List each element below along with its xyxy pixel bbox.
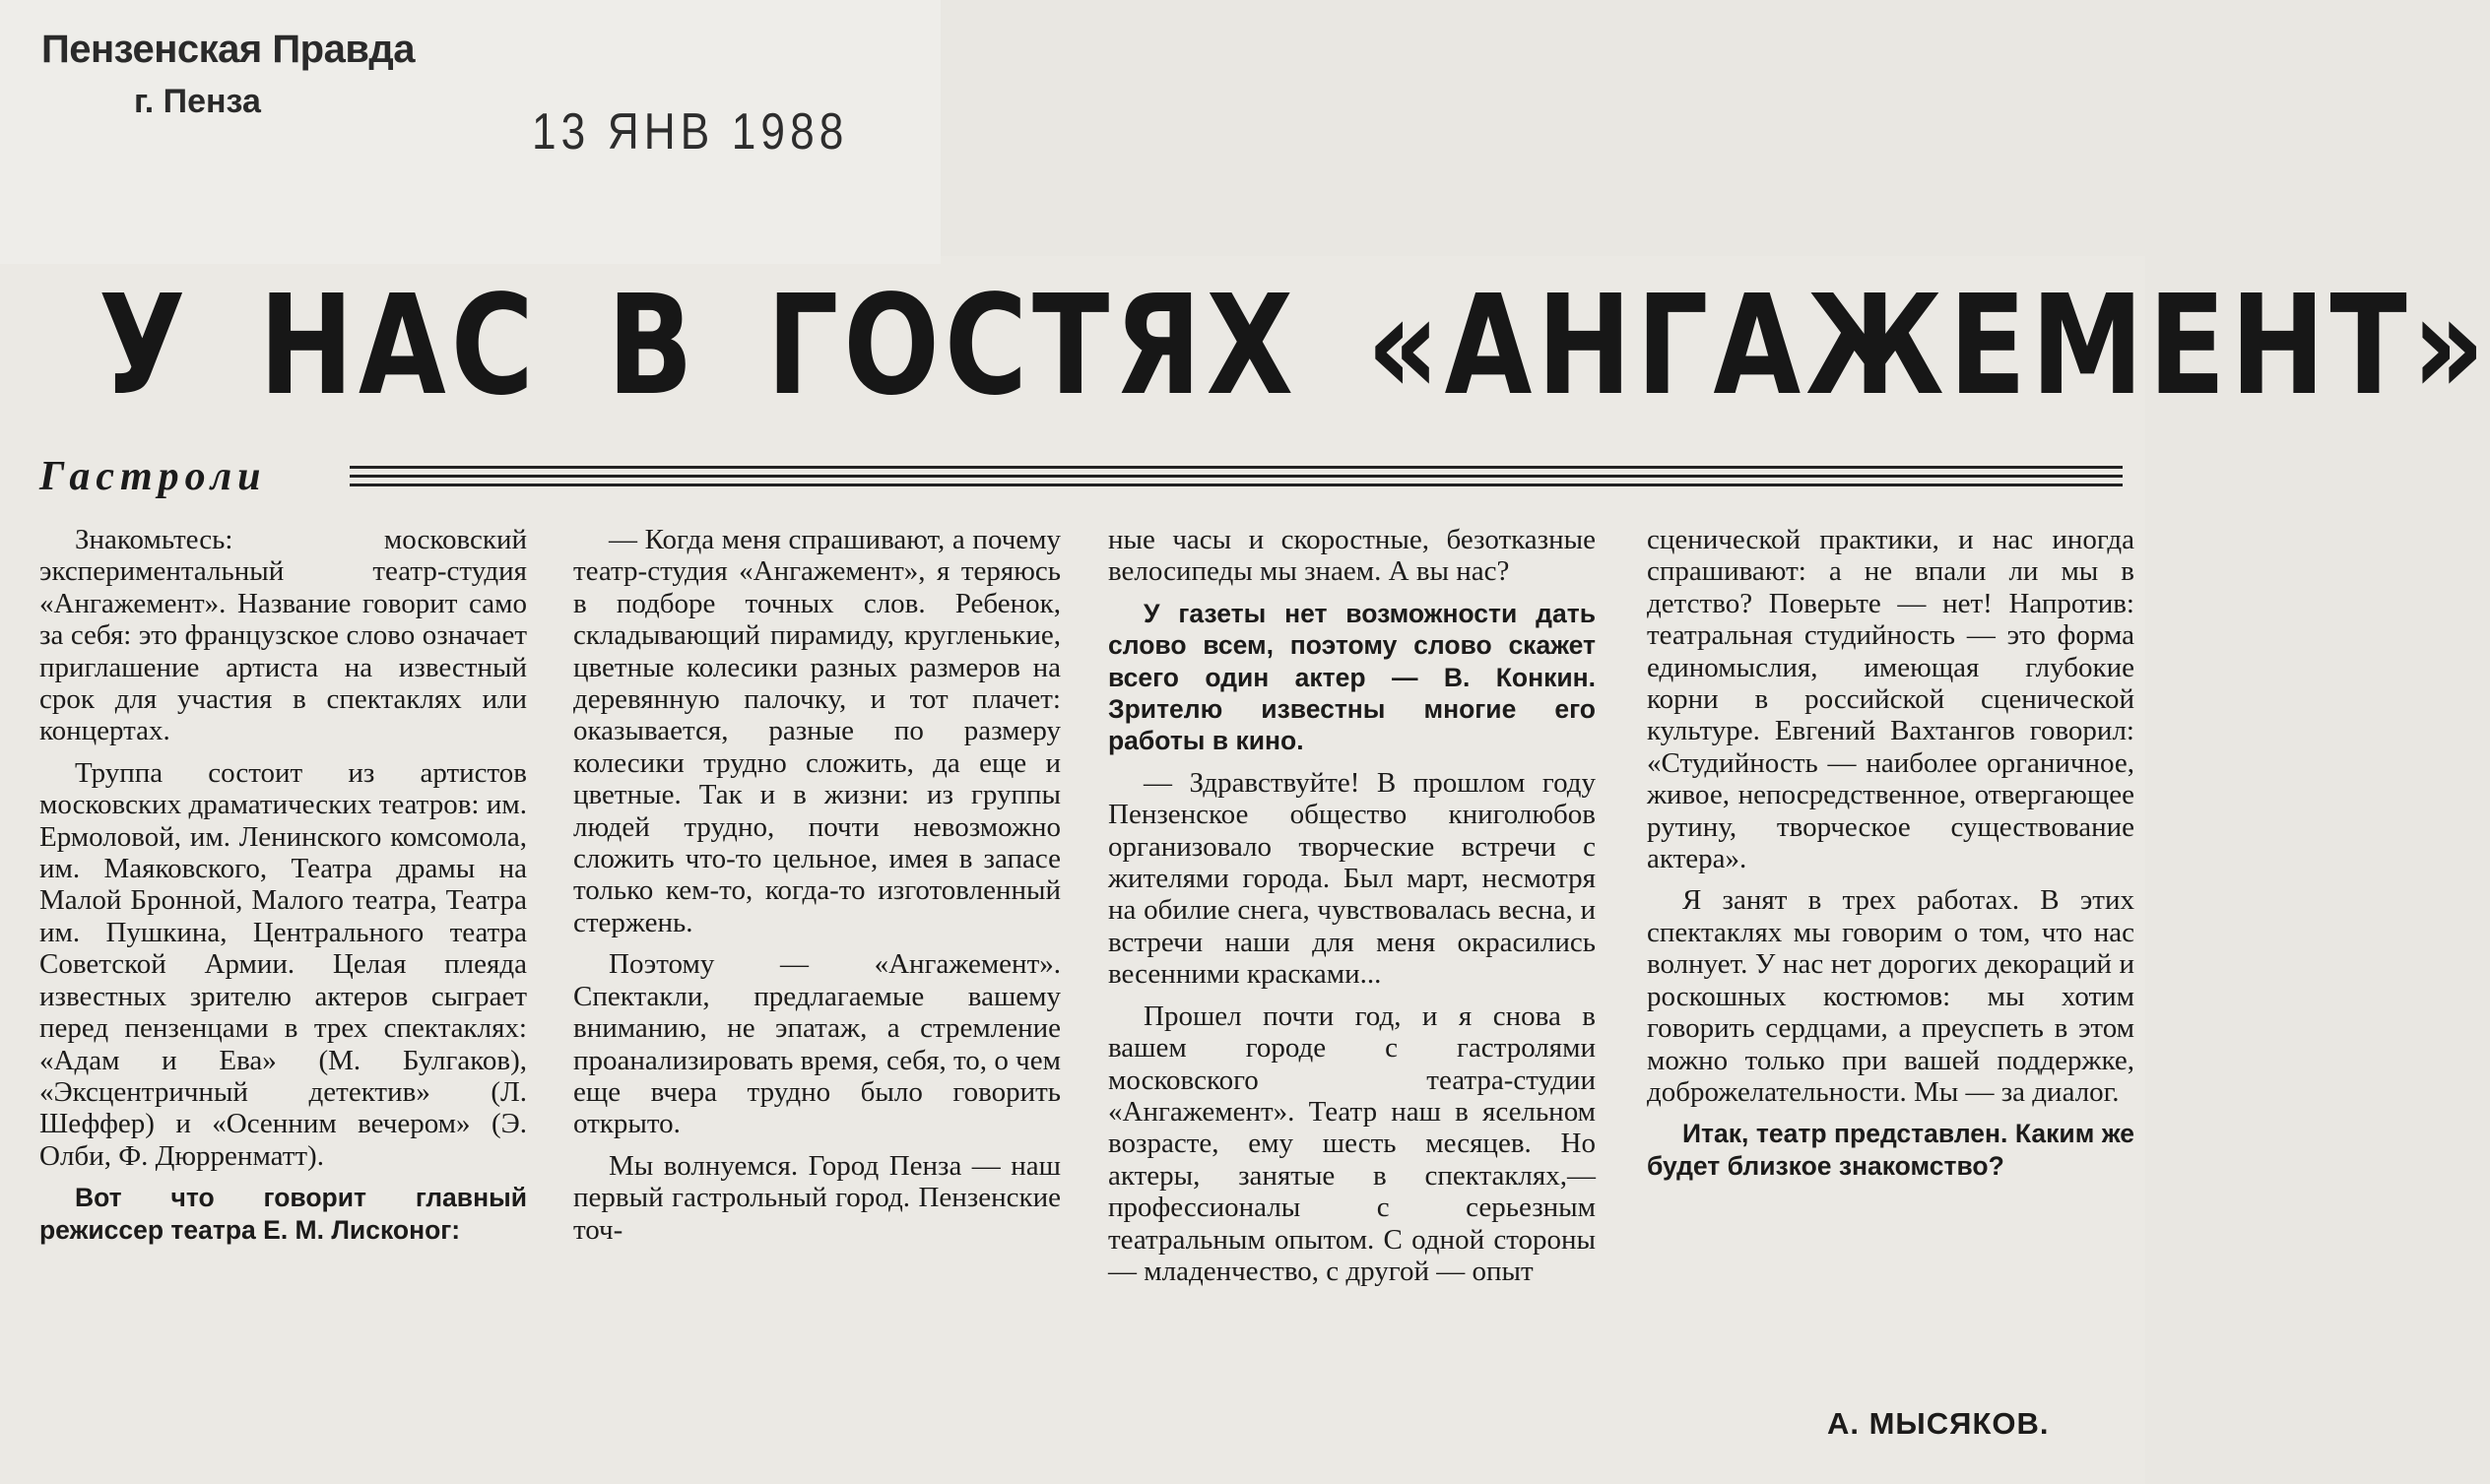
paragraph: Знакомьтесь: московский экспериментальный театр-студия «Ангажемент». Название говорит само за себя: это французское слово означает приглашение артиста на известный срок для участия в спектаклях или концертах. <box>39 524 527 747</box>
paragraph: Поэтому — «Ангажемент». Спектакли, предлагаемые вашему вниманию, не эпатаж, а стремление проанализировать время, себя, то, о чем еще вчера трудно было говорить открыто. <box>573 948 1061 1140</box>
article-headline: У НАС В ГОСТЯХ «АНГАЖЕМЕНТ» <box>98 266 2490 426</box>
rubric-label: Гастроли <box>39 454 267 499</box>
date-stamp: 13 ЯНВ 1988 <box>532 103 849 161</box>
paragraph-closing: Итак, театр представлен. Каким же будет близкое знакомство? <box>1647 1119 2134 1181</box>
rubric-rule <box>350 466 2123 491</box>
author-signature: А. МЫСЯКОВ. <box>1827 1406 2050 1441</box>
article-column-1 <box>39 524 527 1246</box>
paragraph: сценической практики, и нас иногда спрашивают: а не впали ли мы в детство? Поверьте — нет! Напротив: театральная студийность — это форма единомыслия, имеющая глубокие корни в российской сценической культуре. Евгений Вахтангов говорил: «Студийность — наиболее органичное, живое, непосредственное, отвергающее рутину, творческое существование актера». <box>1647 524 2134 875</box>
paragraph: ные часы и скоростные, безотказные велосипеды мы знаем. А вы нас? <box>1108 524 1596 588</box>
newspaper-city: г. Пенза <box>134 83 261 120</box>
paragraph: Труппа состоит из артистов московских драматических театров: им. Ермоловой, им. Ленинского комсомола, им. Маяковского, Театра драмы на Малой Бронной, Малого театра, Театра им. Пушкина, Центрального театра Советской Армии. Целая плеяда известных зрителю актеров сыграет перед пензенцами в трех спектаклях: «Адам и Ева» (М. Булгаков), «Эксцентричный детектив» (Л. Шеффер) и «Осенним вечером» (Э. Олби, Ф. Дюрренматт). <box>39 756 527 1172</box>
paragraph: — Когда меня спрашивают, а почему театр-студия «Ангажемент», я теряюсь в подборе точных слов. Ребенок, складывающий пирамиду, кругленькие, цветные колесики разных размеров на деревянную палочку, и тот плачет: оказывается, разные по размеру колесики трудно сложить, да еще и цветные. Так и в жизни: из группы людей трудно, почти невозможно сложить что-то цельное, имея в запасе только кем-то, когда-то изготовленный стержень. <box>573 524 1061 938</box>
paragraph-editorial-note: У газеты нет возможности дать слово всем, поэтому слово скажет всего один актер — В. Конкин. Зрителю известны многие его работы в кино. <box>1108 598 1596 756</box>
paragraph: Я занят в трех работах. В этих спектаклях мы говорим о том, что нас волнует. У нас нет дорогих декораций и роскошных костюмов: мы хотим говорить сердцами, а преуспеть в этом можно только при вашей поддержке, доброжелательности. Мы — за диалог. <box>1647 884 2134 1108</box>
article-column-4 <box>1647 524 2134 1182</box>
article-column-2 <box>573 524 1061 1246</box>
newspaper-name: Пензенская Правда <box>41 28 416 71</box>
paragraph-lead-in: Вот что говорит главный режиссер театра Е. М. Лисконог: <box>39 1183 527 1245</box>
paragraph: Прошел почти год, и я снова в вашем городе с гастролями московского театра-студии «Ангажемент». Театр наш в ясельном возрасте, ему шесть месяцев. Но актеры, занятые в спектаклях,—профессионалы с серьезным театральным опытом. С одной стороны — младенчество, с другой — опыт <box>1108 1000 1596 1287</box>
article-column-3 <box>1108 524 1596 1287</box>
paragraph: Мы волнуемся. Город Пенза — наш первый гастрольный город. Пензенские точ- <box>573 1149 1061 1246</box>
paragraph: — Здравствуйте! В прошлом году Пензенское общество книголюбов организовало творческие встречи с жителями города. Был март, несмотря на обилие снега, чувствовалась весна, и встречи наши для меня окрасились весенними красками... <box>1108 766 1596 991</box>
